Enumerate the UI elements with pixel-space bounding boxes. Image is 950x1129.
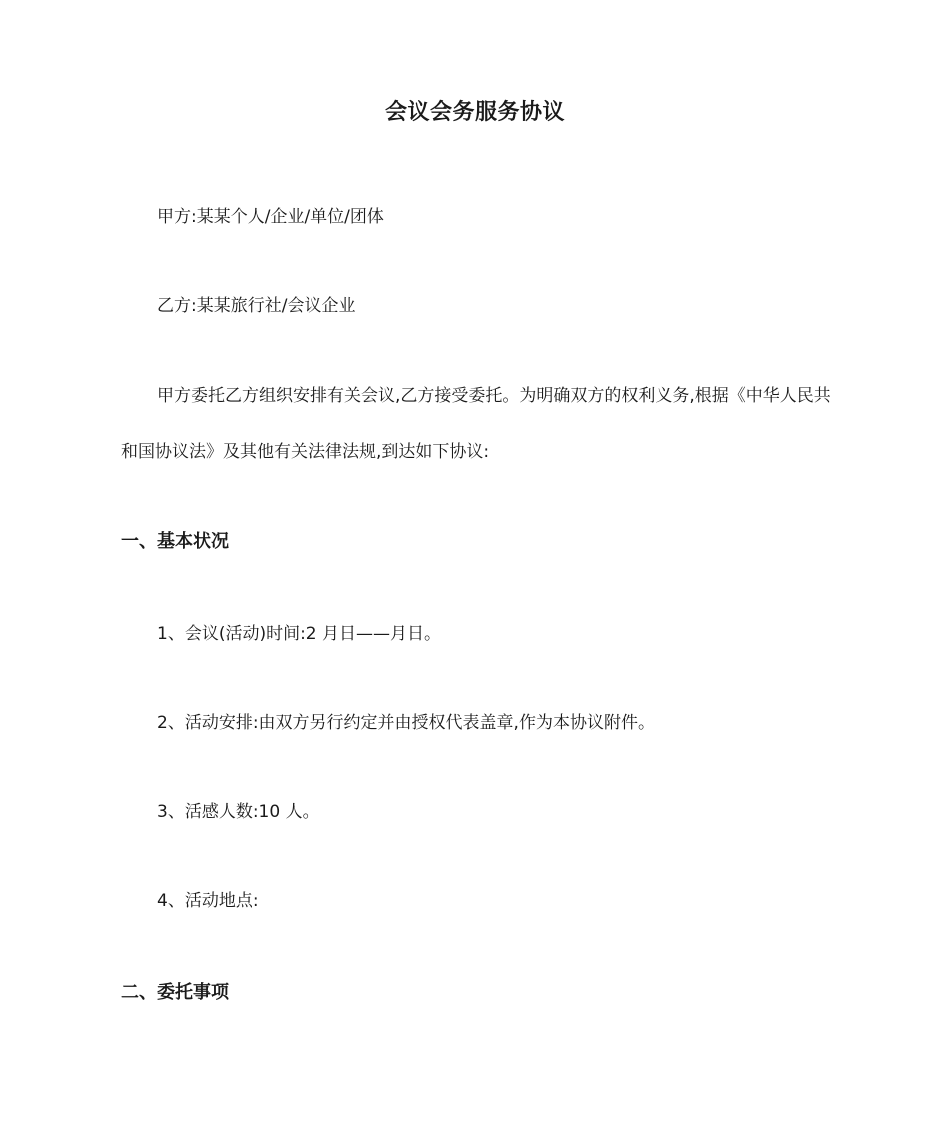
intro-paragraph: 甲方委托乙方组织安排有关会议,乙方接受委托。为明确双方的权利义务,根据《中华人民共和国协议法》及其他有关法律法规,到达如下协议: [121, 386, 831, 462]
section-heading-basic: 一、基本状况 [121, 531, 229, 552]
list-item: 1、会议(活动)时间:2 月日——月日。 [157, 624, 442, 644]
document-title: 会议会务服务协议 [384, 100, 565, 125]
section-heading-entrusted-matters: 二、委托事项 [121, 982, 229, 1003]
list-item: 3、活感人数:10 人。 [157, 802, 320, 822]
party-a: 甲方:某某个人/企业/单位/团体 [157, 207, 384, 227]
list-item: 2、活动安排:由双方另行约定并由授权代表盖章,作为本协议附件。 [157, 713, 655, 733]
list-item: 4、活动地点: [157, 891, 259, 911]
party-b: 乙方:某某旅行社/会议企业 [157, 296, 356, 316]
